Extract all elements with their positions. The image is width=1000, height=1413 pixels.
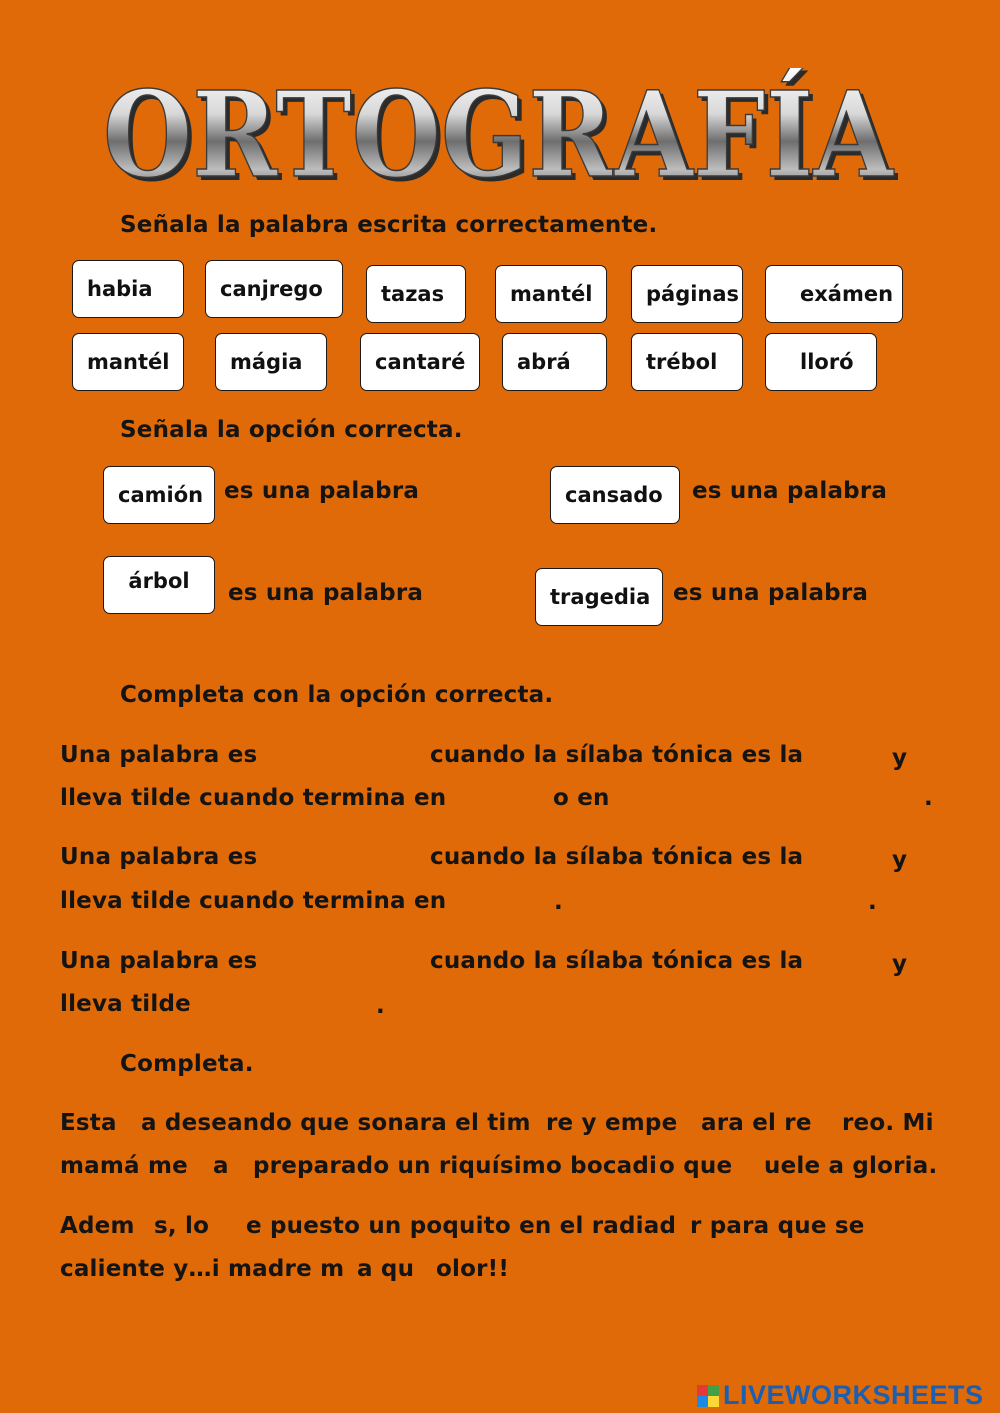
rule-text: . bbox=[868, 889, 877, 915]
blank-input[interactable] bbox=[810, 844, 885, 870]
word-option[interactable]: canjrego bbox=[205, 260, 343, 318]
word-option[interactable]: cantaré bbox=[360, 333, 480, 391]
blank-letter-input[interactable] bbox=[822, 1110, 842, 1136]
rule-text: lleva tilde cuando termina en bbox=[60, 888, 447, 914]
word-option[interactable]: exámen bbox=[765, 265, 903, 323]
title-text: ORTOGRAFÍA bbox=[103, 68, 895, 188]
word-box-camion: camión bbox=[103, 466, 215, 524]
word-box-cansado: cansado bbox=[550, 466, 680, 524]
blank-input[interactable] bbox=[192, 991, 372, 1017]
blank-input[interactable] bbox=[566, 888, 866, 914]
dropdown-answer-3[interactable] bbox=[420, 578, 525, 608]
worksheet-title bbox=[98, 68, 898, 188]
word-option[interactable]: lloró bbox=[765, 333, 877, 391]
instruction-select-correct-word: Señala la palabra escrita correctamente. bbox=[120, 212, 658, 238]
word-option[interactable]: abrá bbox=[502, 333, 607, 391]
blank-letter-input[interactable] bbox=[670, 1213, 690, 1239]
rule-text: y bbox=[892, 847, 908, 873]
word-option[interactable]: trébol bbox=[631, 333, 743, 391]
rule-text: Una palabra es bbox=[60, 742, 258, 768]
statement-text: es una palabra bbox=[224, 478, 420, 504]
rule-text: y bbox=[892, 951, 908, 977]
blank-letter-input[interactable] bbox=[634, 1153, 658, 1179]
blank-letter-input[interactable] bbox=[523, 1110, 545, 1136]
paragraph-text: olor!! bbox=[436, 1256, 510, 1282]
instruction-complete: Completa. bbox=[120, 1051, 254, 1077]
dropdown-answer-2[interactable] bbox=[885, 476, 985, 506]
blank-letter-input[interactable] bbox=[214, 1213, 244, 1239]
liveworksheets-brand: LIVEWORKSHEETS bbox=[723, 1380, 984, 1410]
blank-letter-input[interactable] bbox=[678, 1110, 700, 1136]
rule-text: o en bbox=[553, 785, 610, 811]
paragraph-text: ara el re bbox=[701, 1110, 812, 1136]
blank-input[interactable] bbox=[262, 948, 422, 974]
statement-text: es una palabra bbox=[673, 580, 869, 606]
blank-input[interactable] bbox=[262, 742, 422, 768]
instruction-complete-correct-option: Completa con la opción correcta. bbox=[120, 682, 554, 708]
word-option[interactable]: páginas bbox=[631, 265, 743, 323]
paragraph-text: r para que se bbox=[690, 1213, 865, 1239]
paragraph-text: mamá me bbox=[60, 1153, 188, 1179]
paragraph-text: s, lo bbox=[154, 1213, 210, 1239]
liveworksheets-logo-icon bbox=[697, 1385, 719, 1407]
rule-text: cuando la sílaba tónica es la bbox=[430, 844, 804, 870]
blank-input[interactable] bbox=[810, 948, 885, 974]
word-option[interactable]: tazas bbox=[366, 265, 466, 323]
rule-text: . bbox=[376, 993, 385, 1019]
rule-text: cuando la sílaba tónica es la bbox=[430, 948, 804, 974]
rule-text: lleva tilde cuando termina en bbox=[60, 785, 447, 811]
rule-text: Una palabra es bbox=[60, 948, 258, 974]
blank-input[interactable] bbox=[612, 785, 917, 811]
paragraph-text: a deseando que sonara el tim bbox=[141, 1110, 531, 1136]
blank-letter-input[interactable] bbox=[733, 1153, 763, 1179]
word-option[interactable]: habia bbox=[72, 260, 184, 318]
title-text-shadow: ORTOGRAFÍA bbox=[107, 69, 898, 188]
paragraph-text: uele a gloria. bbox=[764, 1153, 938, 1179]
blank-letter-input[interactable] bbox=[230, 1153, 250, 1179]
dropdown-answer-4[interactable] bbox=[866, 578, 976, 608]
paragraph-text: re y empe bbox=[546, 1110, 678, 1136]
paragraph-text: preparado un riquísimo bocadi bbox=[253, 1153, 658, 1179]
paragraph-text: a qu bbox=[357, 1256, 415, 1282]
paragraph-text: o que bbox=[659, 1153, 733, 1179]
paragraph-text: Adem bbox=[60, 1213, 135, 1239]
paragraph-text: e puesto un poquito en el radiad bbox=[246, 1213, 677, 1239]
blank-letter-input[interactable] bbox=[336, 1256, 356, 1282]
liveworksheets-logo bbox=[697, 1380, 984, 1411]
blank-input[interactable] bbox=[262, 844, 422, 870]
dropdown-answer-1[interactable] bbox=[415, 476, 525, 506]
blank-input[interactable] bbox=[442, 785, 547, 811]
blank-input[interactable] bbox=[810, 742, 885, 768]
blank-letter-input[interactable] bbox=[120, 1110, 140, 1136]
rule-text: . bbox=[554, 889, 563, 915]
statement-text: es una palabra bbox=[692, 478, 888, 504]
rule-text: lleva tilde bbox=[60, 991, 191, 1017]
blank-letter-input[interactable] bbox=[182, 1153, 212, 1179]
rule-text: y bbox=[892, 745, 908, 771]
paragraph-text: a bbox=[213, 1153, 229, 1179]
word-box-tragedia: tragedia bbox=[535, 568, 663, 626]
blank-letter-input[interactable] bbox=[413, 1256, 435, 1282]
rule-text: . bbox=[924, 785, 933, 811]
paragraph-text: reo. Mi bbox=[842, 1110, 934, 1136]
word-option[interactable]: mantél bbox=[72, 333, 184, 391]
paragraph-text: Esta bbox=[60, 1110, 117, 1136]
rule-text: Una palabra es bbox=[60, 844, 258, 870]
blank-input[interactable] bbox=[442, 888, 552, 914]
paragraph-text: caliente y…i madre m bbox=[60, 1256, 345, 1282]
word-option[interactable]: mantél bbox=[495, 265, 607, 323]
word-option[interactable]: mágia bbox=[215, 333, 327, 391]
rule-text: cuando la sílaba tónica es la bbox=[430, 742, 804, 768]
instruction-select-correct-option: Señala la opción correcta. bbox=[120, 417, 463, 443]
blank-letter-input[interactable] bbox=[133, 1213, 153, 1239]
statement-text: es una palabra bbox=[228, 580, 424, 606]
word-box-arbol: árbol bbox=[103, 556, 215, 614]
